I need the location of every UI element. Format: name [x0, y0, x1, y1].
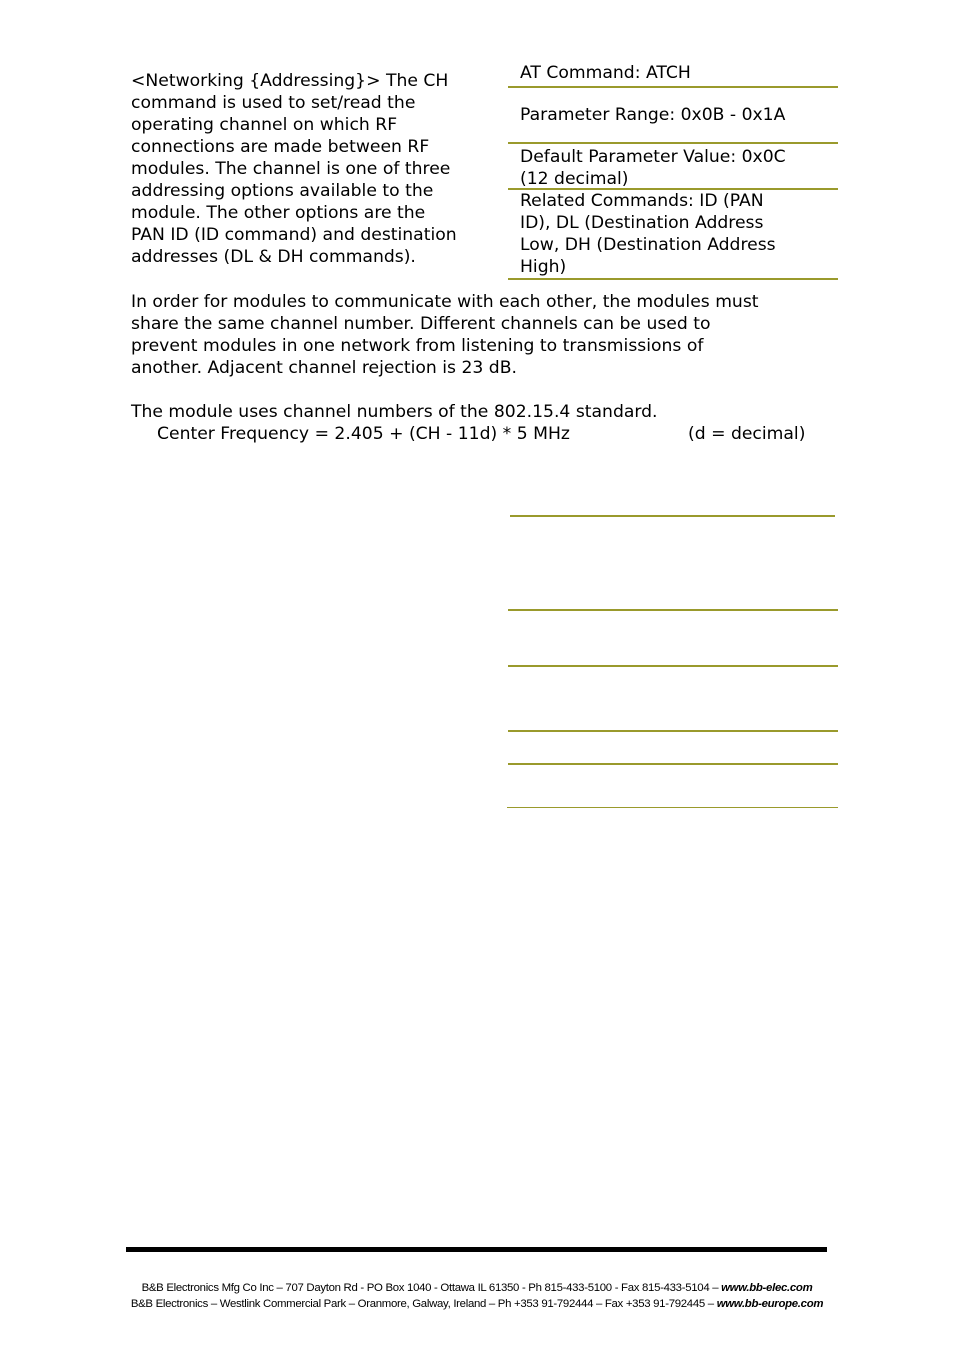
table-rule — [508, 609, 838, 611]
footer-us-address — [0, 1282, 954, 1294]
parameter-range-cell: Parameter Range: 0x0B - 0x1A — [508, 88, 838, 144]
table-rule — [508, 665, 838, 667]
channel-paragraph: In order for modules to communicate with each other, the modules must share the same channel number. Different channels can be used to prevent modules in one network from listening to transmissions of another. Adjacent channel rejection is 23 dB. — [131, 292, 759, 378]
table-rule — [510, 515, 835, 517]
table-rule — [508, 730, 838, 732]
at-command-cell: AT Command: ATCH — [508, 62, 838, 88]
table-rule — [507, 807, 838, 808]
formula-note: (d = decimal) — [688, 424, 806, 444]
related-commands-cell: Related Commands: ID (PAN ID), DL (Destination Address Low, DH (Destination Address High) — [508, 190, 838, 280]
footer-us-link[interactable]: www.bb-elec.com — [721, 1282, 813, 1294]
frequency-formula — [157, 423, 837, 445]
formula-text: Center Frequency = 2.405 + (CH - 11d) * 5 MHz — [157, 424, 570, 444]
default-value-cell: Default Parameter Value: 0x0C (12 decimal) — [508, 144, 838, 190]
footer-us-text: B&B Electronics Mfg Co Inc – 707 Dayton Rd - PO Box 1040 - Ottawa IL 61350 - Ph 815-433-5100 - Fax 815-433-5104 – — [141, 1282, 722, 1294]
footer-eu-address — [0, 1298, 954, 1310]
table-rule — [508, 763, 838, 765]
footer-eu-text: B&B Electronics – Westlink Commercial Park – Oranmore, Galway, Ireland – Ph +353 91-792444 – Fax +353 91-792445 – — [130, 1298, 717, 1310]
standard-paragraph: The module uses channel numbers of the 802.15.4 standard. — [131, 402, 658, 422]
command-info-table — [508, 62, 838, 280]
footer-eu-link[interactable]: www.bb-europe.com — [716, 1298, 824, 1310]
footer-divider — [126, 1247, 827, 1252]
command-description: <Networking {Addressing}> The CH command is used to set/read the operating channel on which RF connections are made between RF modules. The channel is one of three addressing options available to the module. The other options are the PAN ID (ID command) and destination addresses (DL & DH commands). — [131, 71, 457, 267]
